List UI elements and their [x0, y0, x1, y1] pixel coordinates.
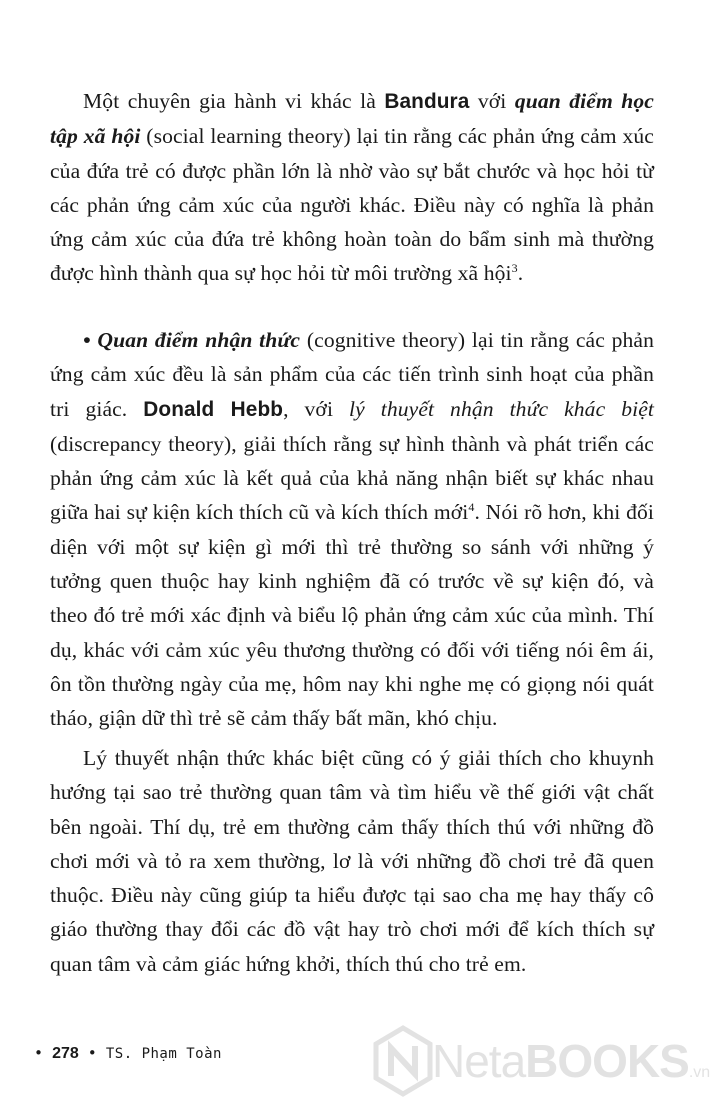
paragraph-social-learning — [50, 84, 654, 291]
watermark-text — [432, 1034, 710, 1088]
text-span: (cognitive theory) lại tin rằng các phản ứng cảm xúc đều là sản phẩm của các tiến trình sinh hoạt của phần tri giác. — [50, 328, 654, 421]
paragraph-discrepancy-explanation — [50, 741, 654, 981]
paragraph-cognitive-theory — [50, 323, 654, 736]
footnote-ref-4: 4 — [468, 500, 475, 515]
text-span: , với — [283, 396, 349, 421]
footer-bullet: • — [34, 1044, 44, 1062]
text-span: (social learning theory) lại tin rằng các phản ứng cảm xúc của đứa trẻ có được phần lớn là nhờ vào sự bắt chước và học hỏi từ các phản ứng cảm xúc của người khác. Điều này có nghĩa là phản ứng cảm xúc của đứa trẻ không hoàn toàn do bẩm sinh mà thường được hình thành qua sự học hỏi từ môi trường xã hội — [50, 124, 654, 286]
text-span: với — [469, 89, 515, 113]
author-name-hebb: Donald Hebb — [143, 397, 284, 421]
term-cognitive-theory: • Quan điểm nhận thức — [83, 328, 301, 352]
page-footer — [34, 1044, 222, 1063]
term-social-learning: quan điểm học tập xã hội — [50, 89, 654, 149]
watermark-suffix: .vn — [688, 1064, 710, 1081]
term-discrepancy-theory: lý thuyết nhận thức khác biệt — [349, 396, 654, 421]
footer-author: TS. Phạm Toàn — [105, 1046, 222, 1062]
text-span: Lý thuyết nhận thức khác biệt cũng có ý giải thích cho khuynh hướng tại sao trẻ thường quan tâm và tìm hiểu về thế giới vật chất bên ngoài. Thí dụ, trẻ em thường cảm thấy thích thú với những đồ chơi mới và tỏ ra xem thường, lơ là với những đồ chơi trẻ đã quen thuộc. Điều này cũng giúp ta hiểu được tại sao cha mẹ hay thấy cô giáo thường thay đổi các đồ vật hay trò chơi mới để kích thích sự quan tâm và cảm giác hứng khởi, thích thú cho trẻ em. — [50, 746, 654, 976]
page-number: 278 — [52, 1045, 79, 1062]
text-span: Một chuyên gia hành vi khác là — [83, 89, 385, 113]
watermark-brand-thin: Neta — [432, 1035, 526, 1087]
footer-bullet: • — [87, 1044, 97, 1062]
text-span: (discrepancy theory), giải thích rằng sự hình thành và phát triển các phản ứng cảm xúc là kết quả của khả năng nhận biết sự khác nhau giữa hai sự kiện kích thích cũ và kích thích mới — [50, 431, 654, 525]
netabooks-logo-icon — [372, 1026, 434, 1096]
text-span: . Nói rõ hơn, khi đối diện với một sự kiện gì mới thì trẻ thường so sánh với những ý tưởng quen thuộc hay kinh nghiệm đã có trước về sự kiện đó, và theo đó trẻ mới xác định và biểu lộ phản ứng cảm xúc của mình. Thí dụ, khác với cảm xúc yêu thương thường có đối với tiếng nói êm ái, ôn tồn thường ngày của mẹ, hôm nay khi nghe mẹ có giọng nói quát tháo, giận dữ thì trẻ sẽ cảm thấy bất mãn, khó chịu. — [50, 500, 654, 731]
text-span: . — [517, 261, 524, 286]
footnote-ref-3: 3 — [511, 261, 518, 276]
watermark-brand-heavy: BOOKS — [525, 1035, 689, 1087]
author-name-bandura: Bandura — [384, 90, 470, 113]
watermark — [372, 1020, 710, 1110]
